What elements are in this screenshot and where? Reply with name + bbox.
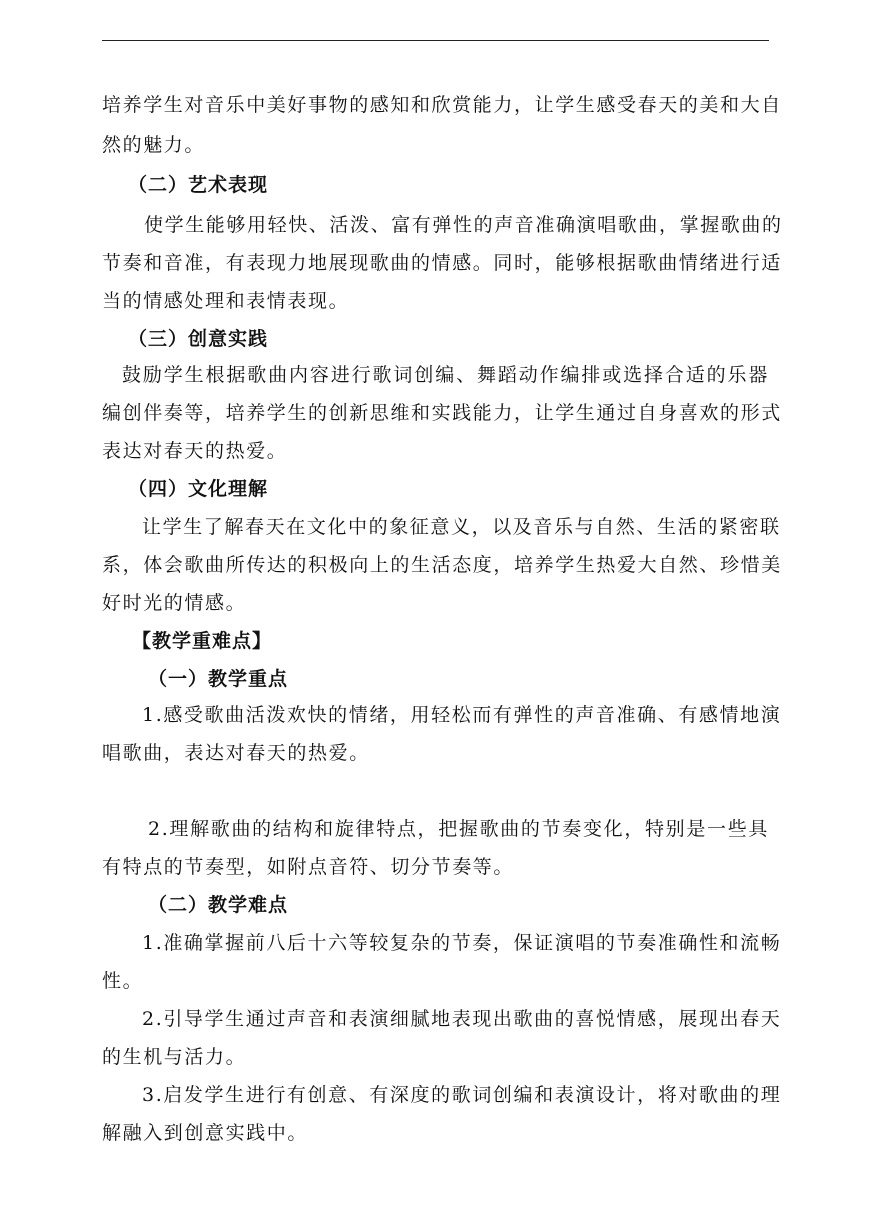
section-heading-key-points: 【教学重难点】 [132, 630, 273, 652]
paragraph-line: 表达对春天的热爱。 [102, 440, 288, 462]
list-item: 的生机与活力。 [102, 1046, 247, 1068]
paragraph-line: 编创伴奏等，培养学生的创新思维和实践能力，让学生通过自身喜欢的形式 [102, 402, 782, 424]
paragraph-line: 使学生能够用轻快、活泼、富有弹性的声音准确演唱歌曲，掌握歌曲的 [144, 214, 783, 236]
paragraph-line: 当的情感处理和表情表现。 [102, 290, 350, 312]
paragraph-line: 系，体会歌曲所传达的积极向上的生活态度，培养学生热爱大自然、珍惜美 [102, 554, 782, 576]
section-heading-create: （三）创意实践 [128, 328, 269, 350]
list-item: 性。 [102, 970, 144, 992]
list-item: 1.准确掌握前八后十六等较复杂的节奏，保证演唱的节奏准确性和流畅 [142, 932, 782, 954]
paragraph-line: 让学生了解春天在文化中的象征意义，以及音乐与自然、生活的紧密联 [142, 516, 781, 538]
list-item: 3.启发学生进行有创意、有深度的歌词创编和表演设计，将对歌曲的理 [142, 1084, 782, 1106]
list-item: 唱歌曲，表达对春天的热爱。 [102, 742, 370, 764]
section-heading-culture: （四）文化理解 [128, 478, 269, 500]
paragraph-line: 节奏和音准，有表现力地展现歌曲的情感。同时，能够根据歌曲情绪进行适 [102, 252, 782, 274]
header-rule [102, 40, 769, 41]
list-item: 1.感受歌曲活泼欢快的情绪，用轻松而有弹性的声音准确、有感情地演 [142, 704, 782, 726]
paragraph-line: 鼓励学生根据歌曲内容进行歌词创编、舞蹈动作编排或选择合适的乐器 [122, 364, 769, 386]
paragraph-line: 好时光的情感。 [102, 592, 247, 614]
list-item: 2.引导学生通过声音和表演细腻地表现出歌曲的喜悦情感，展现出春天 [142, 1008, 782, 1030]
subheading-difficulties: （二）教学难点 [148, 894, 289, 916]
paragraph-line: 培养学生对音乐中美好事物的感知和欣赏能力，让学生感受春天的美和大自 [102, 94, 782, 116]
paragraph-line: 然的魅力。 [102, 134, 206, 156]
subheading-focus: （一）教学重点 [148, 668, 289, 690]
list-item: 有特点的节奏型，如附点音符、切分节奏等。 [102, 856, 515, 878]
section-heading-art: （二）艺术表现 [128, 174, 269, 196]
list-item: 解融入到创意实践中。 [102, 1122, 309, 1144]
list-item: 2.理解歌曲的结构和旋律特点，把握歌曲的节奏变化，特别是一些具 [148, 818, 769, 840]
